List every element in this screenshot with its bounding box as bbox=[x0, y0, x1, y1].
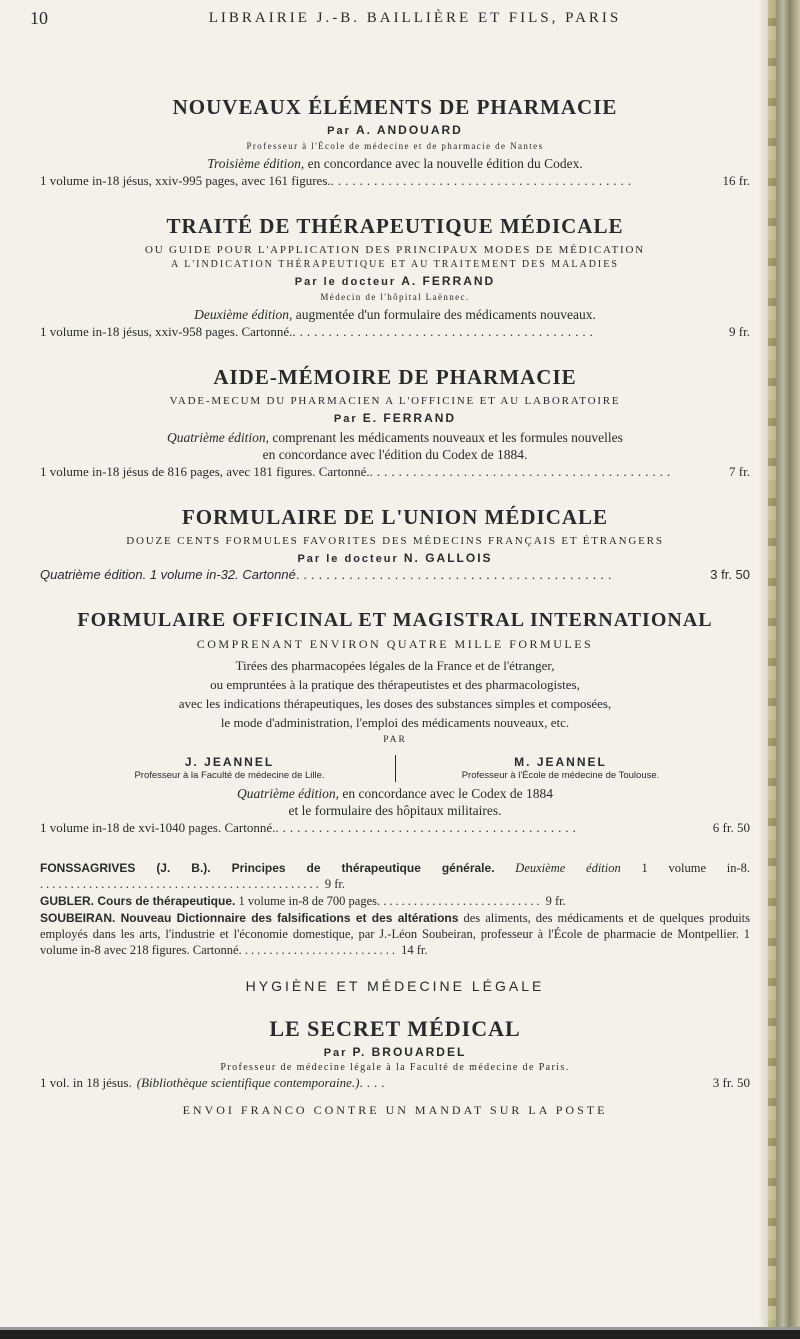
book-description: avec les indications thérapeutiques, les doses des substances simples et composées, bbox=[178, 696, 612, 711]
book-volume: 1 vol. in 18 jésus. (Bibliothèque scientifique contemporaine.) .... 3 fr. 50 bbox=[40, 1074, 750, 1090]
book-author: Par A. ANDOUARD bbox=[327, 123, 463, 137]
book-price: 3 fr. 50 bbox=[712, 1074, 750, 1090]
book-title: LE SECRET MÉDICAL bbox=[269, 1015, 521, 1041]
book-volume: 1 volume in-18 jésus de 816 pages, avec 181 figures. Cartonné. .......................................... 7 fr. bbox=[40, 464, 750, 479]
author-role: Médecin de l'hôpital Laënnec. bbox=[320, 292, 470, 302]
book-subtitle: VADE-MECUM DU PHARMACIEN A L'OFFICINE ET AU LABORATOIRE bbox=[169, 395, 621, 407]
book-entry-jeannel bbox=[40, 607, 750, 836]
author-role: Professeur à l'École de médecine et de pharmacie de Nantes bbox=[246, 141, 544, 151]
book-author: Par E. FERRAND bbox=[333, 411, 457, 425]
section-heading: HYGIÈNE ET MÉDECINE LÉGALE bbox=[245, 977, 545, 994]
book-volume: 1 volume in-18 jésus, xxiv-995 pages, avec 161 figures. .......................................... 16 fr. bbox=[40, 173, 750, 188]
author-role: Professeur de médecine légale à la Faculté de médecine de Paris. bbox=[220, 1061, 570, 1073]
book-entry-brouardel bbox=[40, 1016, 750, 1091]
book-entry-ferrand-traite bbox=[40, 213, 750, 340]
book-description: le mode d'administration, l'emploi des médicaments nouveaux, etc. bbox=[220, 715, 570, 730]
book-price: 16 fr. bbox=[722, 173, 750, 188]
book-edition-line2: en concordance avec l'édition du Codex de 1884. bbox=[262, 447, 528, 462]
book-edition: Deuxième édition, augmentée d'un formulaire des médicaments nouveaux. bbox=[194, 307, 596, 322]
entry-fonssagrives: FONSSAGRIVES (J. B.). Principes de thérapeutique générale. Deuxième édition 1 volume in-8. .............................................. 9 fr. bbox=[40, 860, 751, 891]
book-edition: Troisième édition, en concordance avec la nouvelle édition du Codex. bbox=[207, 156, 583, 171]
author-left: J. JEANNEL Professeur à la Faculté de médecine de Lille. bbox=[65, 755, 396, 782]
book-price: 7 fr. bbox=[729, 464, 750, 479]
book-subtitle: COMPRENANT ENVIRON QUATRE MILLE FORMULES bbox=[196, 637, 594, 651]
book-price: 6 fr. 50 bbox=[712, 819, 750, 835]
book-entry-ferrand-aide bbox=[40, 364, 750, 480]
book-author: Par P. BROUARDEL bbox=[323, 1044, 467, 1059]
book-volume: 1 volume in-18 de xvi-1040 pages. Cartonné. .......................................... 6 fr. 50 bbox=[40, 819, 750, 835]
book-title: FORMULAIRE OFFICINAL ET MAGISTRAL INTERNATIONAL bbox=[77, 609, 713, 631]
book-edition: Quatrième édition, comprenant les médicaments nouveaux et les formules nouvelles bbox=[167, 430, 623, 445]
publisher-heading: LIBRAIRIE J.-B. BAILLIÈRE ET FILS, PARIS bbox=[208, 10, 622, 26]
book-subtitle: A L'INDICATION THÉRAPEUTIQUE ET AU TRAITEMENT DES MALADIES bbox=[171, 259, 619, 270]
book-description: Tirées des pharmacopées légales de la France et de l'étranger, bbox=[235, 658, 555, 673]
book-author: Par le docteur N. GALLOIS bbox=[297, 551, 493, 565]
book-price: 14 fr. bbox=[401, 942, 428, 957]
book-title: FORMULAIRE DE L'UNION MÉDICALE bbox=[181, 505, 609, 529]
book-title: AIDE-MÉMOIRE DE PHARMACIE bbox=[213, 365, 577, 389]
book-description: ou empruntées à la pratique des thérapeutistes et des pharmacologistes, bbox=[210, 677, 580, 692]
author-right: M. JEANNEL Professeur à l'École de médecine de Toulouse. bbox=[461, 754, 660, 781]
book-edition: Quatrième édition, en concordance avec le Codex de 1884 bbox=[236, 785, 553, 801]
book-title: NOUVEAUX ÉLÉMENTS DE PHARMACIE bbox=[172, 95, 618, 119]
entry-gubler: GUBLER. Cours de thérapeutique. 1 volume in-8 de 700 pages. .......................... 9 fr. bbox=[40, 893, 566, 908]
book-volume: 1 volume in-18 jésus, xxiv-958 pages. Cartonné. .......................................... 9 fr. bbox=[40, 324, 750, 339]
page-bottom-edge bbox=[0, 1330, 800, 1339]
book-spine-edge bbox=[758, 0, 800, 1339]
book-price: 3 fr. 50 bbox=[710, 567, 750, 582]
page-header bbox=[30, 8, 750, 32]
book-subtitle: OU GUIDE POUR L'APPLICATION DES PRINCIPAUX MODES DE MÉDICATION bbox=[144, 244, 646, 256]
book-entry-andouard bbox=[40, 94, 750, 189]
book-subtitle: DOUZE CENTS FORMULES FAVORITES DES MÉDECINS FRANÇAIS ET ÉTRANGERS bbox=[126, 535, 664, 547]
book-price: 9 fr. bbox=[729, 324, 750, 339]
book-entry-gallois bbox=[40, 504, 750, 583]
author-columns bbox=[40, 755, 750, 782]
book-price: 9 fr. bbox=[545, 893, 566, 908]
book-title: TRAITÉ DE THÉRAPEUTIQUE MÉDICALE bbox=[166, 214, 624, 238]
short-entries bbox=[40, 860, 750, 958]
book-author: Par le docteur A. FERRAND bbox=[294, 274, 496, 288]
book-edition-line2: et le formulaire des hôpitaux militaires. bbox=[288, 802, 502, 818]
catalog-content bbox=[40, 90, 750, 1118]
book-price: 9 fr. bbox=[324, 876, 346, 891]
shipping-notice: ENVOI FRANCO CONTRE UN MANDAT SUR LA POSTE bbox=[182, 1102, 608, 1117]
book-volume: Quatrième édition. 1 volume in-32. Cartonné .......................................... 3 fr. 50 bbox=[40, 567, 750, 582]
entry-soubeiran: SOUBEIRAN. Nouveau Dictionnaire des falsifications et des altérations des aliments, des médicaments et de quelques produits employés dans les arts, l'industrie et l'économie domestique, par J.-Léon Soubeiran, professeur à l'École de pharmacie de Montpellier. 1 volume in-8 avec 218 figures. Cartonné. ......................... 14 fr. bbox=[40, 910, 751, 957]
page-number: 10 bbox=[30, 8, 48, 28]
author-par: PAR bbox=[383, 735, 407, 745]
